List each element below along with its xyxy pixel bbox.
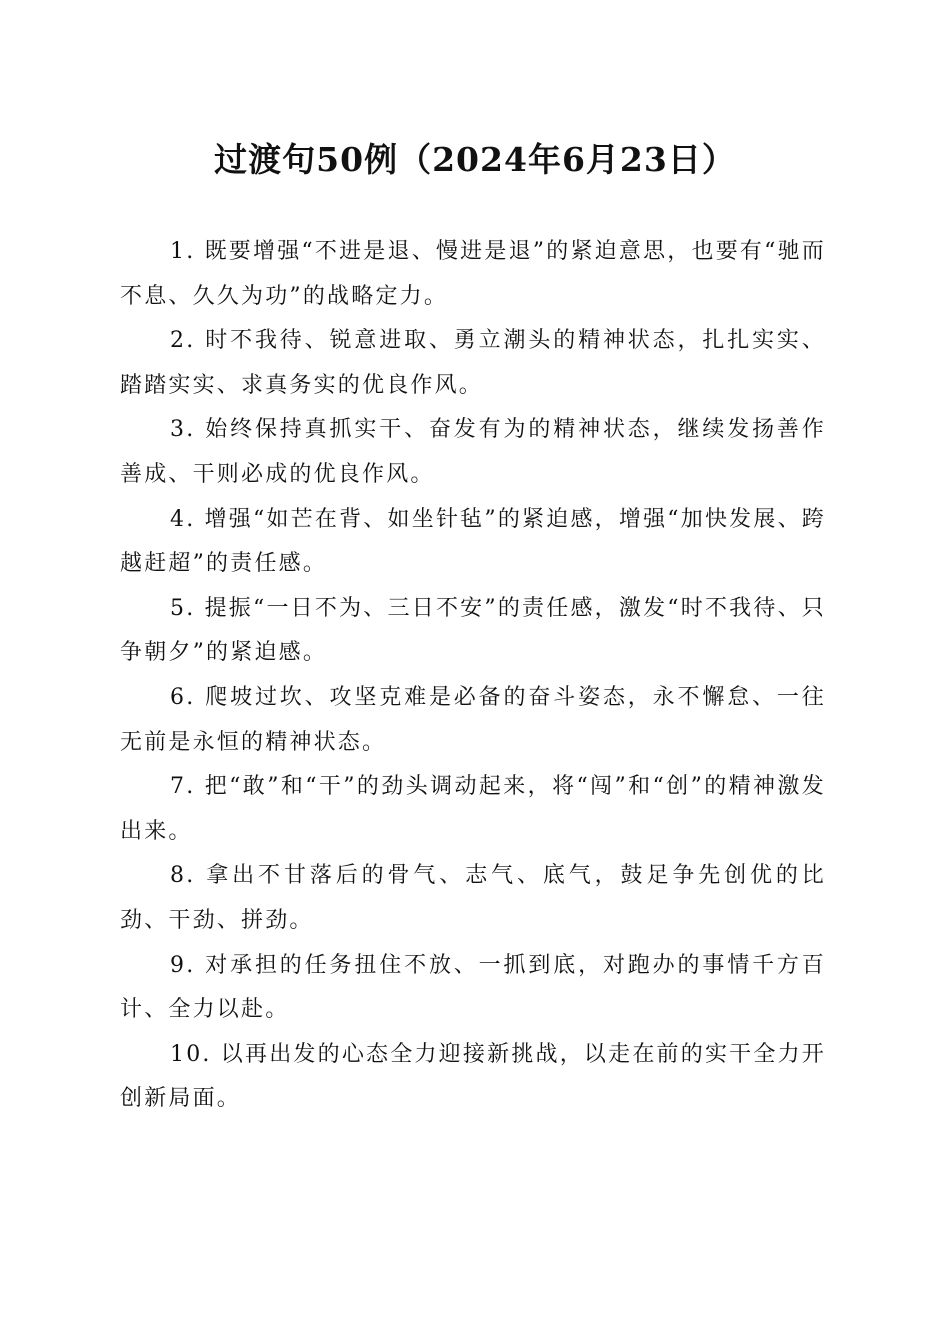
- paragraph-1: 1. 既要增强“不进是退、慢进是退”的紧迫意思，也要有“驰而不息、久久为功”的战略定力。: [120, 239, 826, 309]
- document-title: 过渡句50例（2024年6月23日）: [214, 140, 736, 179]
- paragraph-8: 8. 拿出不甘落后的骨气、志气、底气，鼓足争先创优的比劲、干劲、拼劲。: [120, 863, 826, 933]
- document-body: [120, 230, 826, 1122]
- paragraph-4: 4. 增强“如芒在背、如坐针毡”的紧迫感，增强“加快发展、跨越赶超”的责任感。: [120, 506, 826, 577]
- paragraph-9: 9. 对承担的任务扭住不放、一抓到底，对跑办的事情千方百计、全力以赴。: [120, 952, 826, 1023]
- paragraph-7: 7. 把“敢”和“干”的劲头调动起来，将“闯”和“创”的精神激发出来。: [120, 774, 826, 844]
- paragraph-5: 5. 提振“一日不为、三日不安”的责任感，激发“时不我待、只争朝夕”的紧迫感。: [120, 595, 826, 666]
- paragraph-10: 10. 以再出发的心态全力迎接新挑战，以走在前的实干全力开创新局面。: [120, 1041, 826, 1112]
- paragraph-3: 3. 始终保持真抓实干、奋发有为的精神状态，继续发扬善作善成、干则必成的优良作风。: [120, 417, 826, 487]
- paragraph-2: 2. 时不我待、锐意进取、勇立潮头的精神状态，扎扎实实、踏踏实实、求真务实的优良作风。: [120, 328, 826, 398]
- paragraph-6: 6. 爬坡过坎、攻坚克难是必备的奋斗姿态，永不懈怠、一往无前是永恒的精神状态。: [120, 684, 826, 755]
